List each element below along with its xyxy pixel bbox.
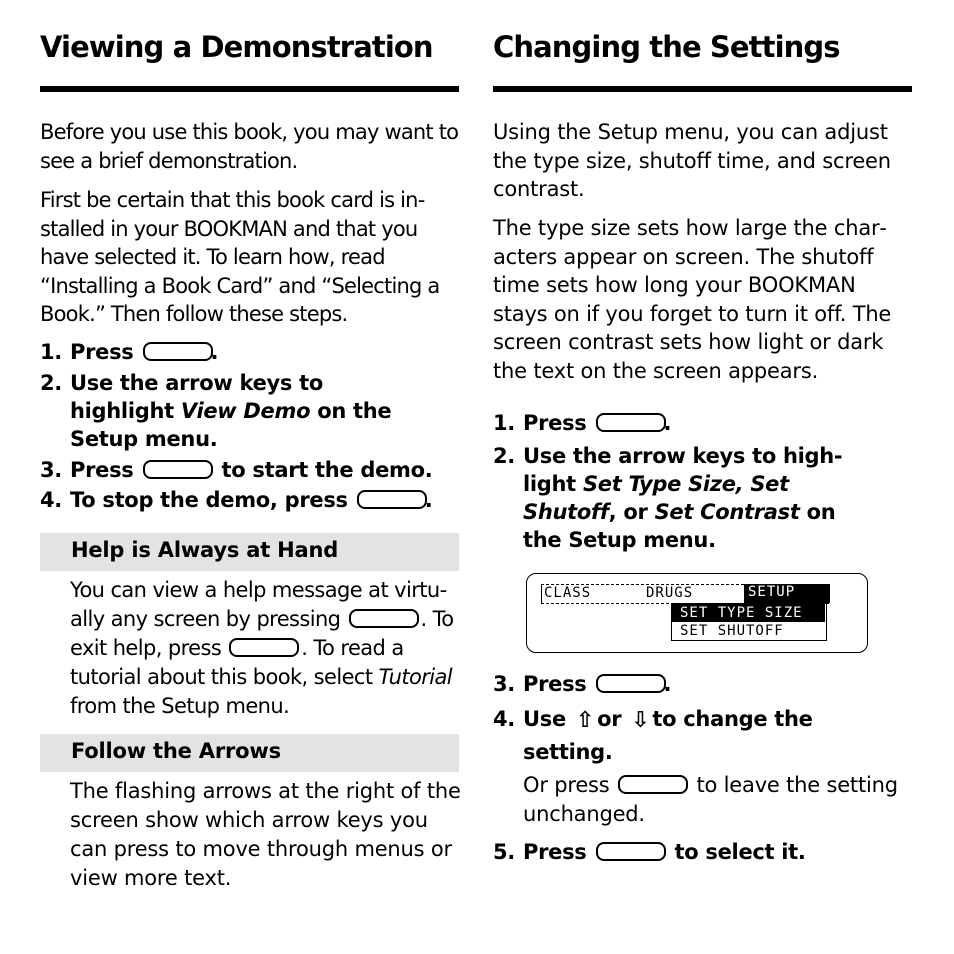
right-title: Changing the Settings	[493, 30, 840, 64]
right-step-5: 5. Press to select it.	[493, 840, 806, 864]
left-step-4: 4. To stop the demo, press .	[40, 488, 433, 512]
left-step-3: 3. Press to start the demo.	[40, 458, 433, 482]
right-intro: Using the Setup menu, you can adjust the type size, shutoff time, and screen contrast.	[493, 120, 891, 201]
right-title-rule	[493, 86, 912, 92]
help-heading: Help is Always at Hand	[71, 538, 339, 562]
down-arrow-icon: ⇩	[631, 708, 650, 733]
lcd-menu-item-type-size: SET TYPE SIZE	[672, 604, 825, 622]
enter-key-2	[596, 674, 666, 693]
left-para2: First be certain that this book card is installed in your BOOKMAN and that you have selected it. To learn how, read “Installing a Book Card” and “Selecting a Book.” Then follow these steps.	[40, 188, 440, 326]
help-body: You can view a help message at virtually any screen by pressing . To exit help, press . To read a tutorial about this book, select Tutorial from the Setup menu.	[70, 578, 454, 718]
back-key-2	[618, 775, 688, 794]
left-step-1: 1. Press .	[40, 340, 219, 364]
enter-key	[143, 460, 213, 479]
left-title-rule	[40, 86, 459, 92]
setup-key-2	[596, 413, 666, 432]
arrows-heading: Follow the Arrows	[71, 739, 281, 763]
help-heading-bar	[40, 533, 459, 571]
right-para2: The type size sets how large the characters appear on screen. The shutoff time sets how long your BOOKMAN stays on if you forget to turn it off. The screen contrast sets how light or dark the text on the screen appears.	[493, 216, 892, 383]
back-key	[229, 638, 299, 657]
right-step-1: 1. Press .	[493, 411, 672, 435]
left-intro: Before you use this book, you may want to see a brief demonstration.	[40, 120, 459, 173]
arrows-body: The flashing arrows at the right of the screen show which arrow keys you can press to move through menus or view more text.	[70, 779, 461, 890]
lcd-tab-drugs: DRUGS	[646, 585, 694, 601]
lcd-tab-setup: SETUP	[744, 584, 830, 603]
right-step-3: 3. Press .	[493, 672, 672, 696]
right-step-4: 4. Use ⇧ or ⇩ to change the setting.	[493, 707, 813, 764]
arrows-heading-bar	[40, 734, 459, 772]
lcd-screen-illustration	[526, 573, 868, 653]
step4-note: Or press to leave the setting unchanged.	[523, 773, 898, 826]
lcd-tab-class: CLASS	[544, 585, 592, 601]
lcd-dropdown-menu	[671, 603, 827, 641]
help-key	[349, 609, 419, 628]
left-step-2: 2. Use the arrow keys to highlight View Demo on the Setup menu.	[40, 371, 392, 451]
lcd-menu-item-shutoff: SET SHUTOFF	[680, 623, 784, 639]
left-title: Viewing a Demonstration	[40, 30, 433, 64]
right-step-2: 2. Use the arrow keys to high- light Set Type Size, Set Shutoff, or Set Contrast on the Setup menu.	[493, 444, 843, 552]
setup-key	[143, 342, 213, 361]
enter-key-3	[596, 842, 666, 861]
clear-key	[357, 490, 427, 509]
up-arrow-icon: ⇧	[575, 708, 595, 733]
lcd-menu-bar	[541, 584, 829, 604]
